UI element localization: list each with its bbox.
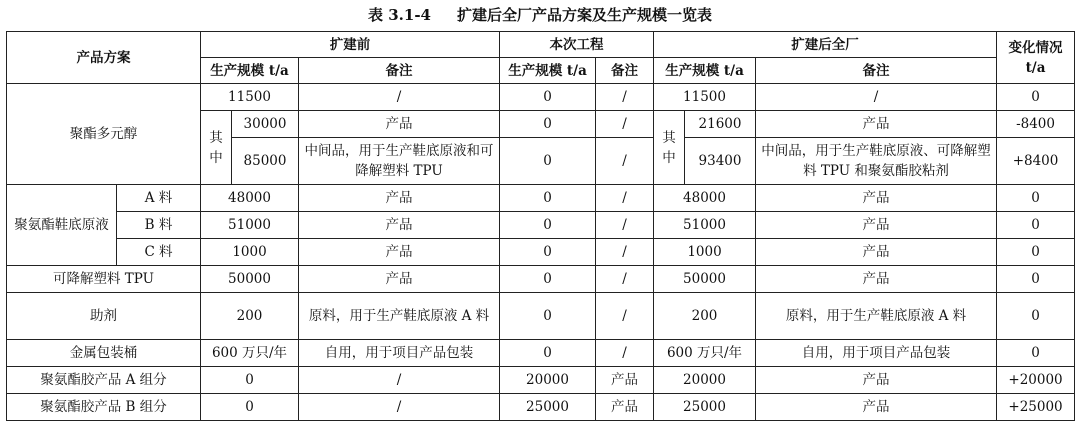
proj-scale: 0 xyxy=(500,111,596,138)
product-name: 可降解塑料 TPU xyxy=(7,266,201,293)
after-remark: 产品 xyxy=(756,266,997,293)
header-before: 扩建前 xyxy=(201,32,500,58)
after-remark: 产品 xyxy=(756,239,997,266)
after-remark: 产品 xyxy=(756,185,997,212)
header-before-remark: 备注 xyxy=(299,58,500,84)
change-value: +25000 xyxy=(997,394,1075,421)
after-scale: 11500 xyxy=(654,84,756,111)
change-value: 0 xyxy=(997,239,1075,266)
qizhong-label-before: 其中 xyxy=(201,111,232,185)
change-value: +20000 xyxy=(997,367,1075,394)
proj-scale: 25000 xyxy=(500,394,596,421)
table-row xyxy=(7,84,1075,111)
product-name: 聚氨酯胶产品 A 组分 xyxy=(7,367,201,394)
before-remark: 自用，用于项目产品包装 xyxy=(299,340,500,367)
after-scale: 93400 xyxy=(685,138,756,185)
sub-product-label: A 料 xyxy=(117,185,201,212)
change-value: 0 xyxy=(997,266,1075,293)
table-row xyxy=(7,293,1075,340)
table-title xyxy=(0,4,1080,26)
proj-remark: / xyxy=(596,266,654,293)
before-remark: 中间品，用于生产鞋底原液和可降解塑料 TPU xyxy=(299,138,500,185)
table-row xyxy=(7,212,1075,239)
sub-product-label: C 料 xyxy=(117,239,201,266)
proj-scale: 0 xyxy=(500,138,596,185)
after-scale: 51000 xyxy=(654,212,756,239)
before-scale: 1000 xyxy=(201,239,299,266)
product-scale-table xyxy=(6,31,1075,421)
proj-scale: 0 xyxy=(500,84,596,111)
proj-scale: 0 xyxy=(500,212,596,239)
proj-scale: 0 xyxy=(500,239,596,266)
header-row-1 xyxy=(7,32,1075,58)
proj-remark: / xyxy=(596,138,654,185)
qizhong-label-after: 其中 xyxy=(654,111,685,185)
before-scale: 0 xyxy=(201,394,299,421)
proj-remark: 产品 xyxy=(596,367,654,394)
before-remark: / xyxy=(299,394,500,421)
after-remark: / xyxy=(756,84,997,111)
proj-scale: 20000 xyxy=(500,367,596,394)
before-remark: 产品 xyxy=(299,239,500,266)
proj-scale: 0 xyxy=(500,266,596,293)
proj-remark: / xyxy=(596,239,654,266)
header-after-remark: 备注 xyxy=(756,58,997,84)
table-row xyxy=(7,239,1075,266)
after-scale: 200 xyxy=(654,293,756,340)
before-remark: 产品 xyxy=(299,185,500,212)
after-remark: 产品 xyxy=(756,367,997,394)
before-remark: / xyxy=(299,367,500,394)
product-name: 聚酯多元醇 xyxy=(7,84,201,185)
header-this-project: 本次工程 xyxy=(500,32,654,58)
before-scale: 200 xyxy=(201,293,299,340)
proj-remark: / xyxy=(596,84,654,111)
product-name: 金属包装桶 xyxy=(7,340,201,367)
proj-remark: / xyxy=(596,293,654,340)
proj-remark: 产品 xyxy=(596,394,654,421)
before-scale: 48000 xyxy=(201,185,299,212)
after-remark: 产品 xyxy=(756,394,997,421)
before-remark: 原料，用于生产鞋底原液 A 料 xyxy=(299,293,500,340)
change-value: 0 xyxy=(997,340,1075,367)
product-name: 聚氨酯鞋底原液 xyxy=(7,185,117,266)
before-remark: 产品 xyxy=(299,111,500,138)
after-remark: 原料，用于生产鞋底原液 A 料 xyxy=(756,293,997,340)
after-remark: 产品 xyxy=(756,212,997,239)
before-scale: 85000 xyxy=(232,138,299,185)
table-row xyxy=(7,394,1075,421)
proj-remark: / xyxy=(596,185,654,212)
after-scale: 600 万只/年 xyxy=(654,340,756,367)
before-remark: / xyxy=(299,84,500,111)
header-proj-scale: 生产规模 t/a xyxy=(500,58,596,84)
proj-remark: / xyxy=(596,111,654,138)
after-scale: 21600 xyxy=(685,111,756,138)
header-proj-remark: 备注 xyxy=(596,58,654,84)
change-value: +8400 xyxy=(997,138,1075,185)
change-value: 0 xyxy=(997,84,1075,111)
header-before-scale: 生产规模 t/a xyxy=(201,58,299,84)
header-product-plan: 产品方案 xyxy=(7,32,201,84)
header-change: 变化情况 t/a xyxy=(997,32,1075,84)
proj-scale: 0 xyxy=(500,340,596,367)
header-after-scale: 生产规模 t/a xyxy=(654,58,756,84)
before-scale: 600 万只/年 xyxy=(201,340,299,367)
after-remark: 产品 xyxy=(756,111,997,138)
table-row xyxy=(7,367,1075,394)
change-value: 0 xyxy=(997,185,1075,212)
before-scale: 0 xyxy=(201,367,299,394)
after-scale: 20000 xyxy=(654,367,756,394)
product-name: 助剂 xyxy=(7,293,201,340)
before-remark: 产品 xyxy=(299,266,500,293)
table-row xyxy=(7,266,1075,293)
before-scale: 30000 xyxy=(232,111,299,138)
after-remark: 自用，用于项目产品包装 xyxy=(756,340,997,367)
before-scale: 11500 xyxy=(201,84,299,111)
header-after: 扩建后全厂 xyxy=(654,32,997,58)
table-caption: 扩建后全厂产品方案及生产规模一览表 xyxy=(456,6,712,24)
after-scale: 1000 xyxy=(654,239,756,266)
change-value: 0 xyxy=(997,293,1075,340)
before-scale: 51000 xyxy=(201,212,299,239)
change-value: -8400 xyxy=(997,111,1075,138)
proj-scale: 0 xyxy=(500,185,596,212)
proj-remark: / xyxy=(596,340,654,367)
proj-remark: / xyxy=(596,212,654,239)
before-remark: 产品 xyxy=(299,212,500,239)
after-remark: 中间品，用于生产鞋底原液、可降解塑料 TPU 和聚氨酯胶粘剂 xyxy=(756,138,997,185)
product-name: 聚氨酯胶产品 B 组分 xyxy=(7,394,201,421)
table-number: 表 3.1-4 xyxy=(368,6,431,24)
sub-product-label: B 料 xyxy=(117,212,201,239)
table-row xyxy=(7,185,1075,212)
change-value: 0 xyxy=(997,212,1075,239)
after-scale: 50000 xyxy=(654,266,756,293)
after-scale: 48000 xyxy=(654,185,756,212)
before-scale: 50000 xyxy=(201,266,299,293)
table-row xyxy=(7,340,1075,367)
proj-scale: 0 xyxy=(500,293,596,340)
after-scale: 25000 xyxy=(654,394,756,421)
